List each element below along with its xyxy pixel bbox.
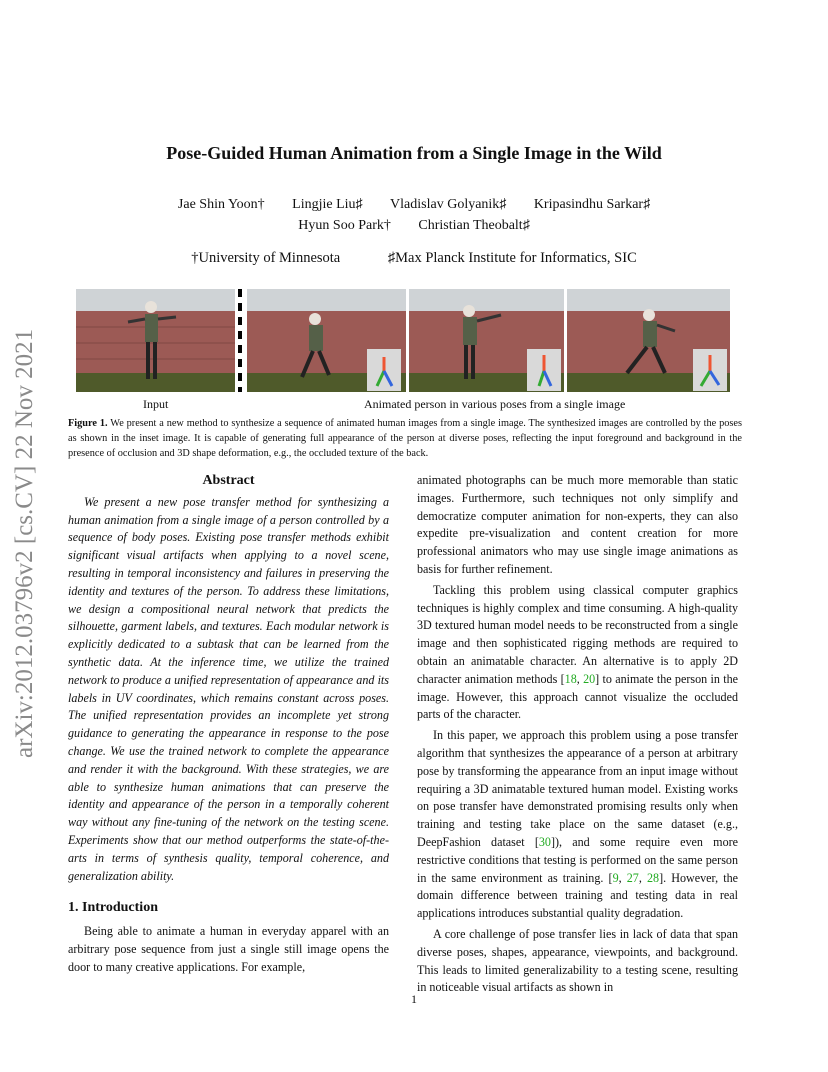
- author: Vladislav Golyanik♯: [390, 197, 507, 212]
- arxiv-stamp: [2, 270, 42, 760]
- arxiv-id: arXiv:2012.03796v2 [cs.CV] 22 Nov 2021: [11, 328, 38, 758]
- caption-text: We present a new method to synthesize a sequence of animated human images from a single image. The synthesized images are controlled by the poses as shown in the inset image. It is capable of generating full appearance of the person at diverse poses, reflecting the input foreground and background in the presence of occlusion and 3D shape deformation, e.g., the occluded texture of the back.: [68, 418, 743, 460]
- paragraph: animated photographs can be much more memorable than static images. Furthermore, such techniques not only simplify and democratize computer animation for non-experts, they can also expedite pre-visualization and content creation for more professional animators who may use single image animations as basis for further refinement.: [417, 473, 738, 576]
- abstract-heading: Abstract: [202, 473, 255, 488]
- author: Jae Shin Yoon†: [177, 197, 265, 212]
- figure-divider: [238, 289, 242, 392]
- citation-link[interactable]: 30: [538, 834, 551, 849]
- affiliations: [0, 250, 828, 267]
- affiliation: †University of Minnesota: [191, 250, 341, 266]
- figure-panel-animated-2: [409, 289, 564, 392]
- caption-label: Figure 1.: [68, 418, 108, 429]
- citation-link[interactable]: 18: [564, 671, 577, 686]
- figure-panel-input: [76, 289, 235, 392]
- citation-link[interactable]: 28: [646, 870, 660, 885]
- paragraph: In this paper, we approach this problem using a pose transfer algorithm that synthesizes the appearance of a person at arbitrary pose by transforming the appearance from an input image without requiring a 3D animatable textured human model. Existing works on pose transfer have demonstrated promising results only when training and testing take place on the same dataset (e.g., DeepFashion dataset [30]), and some require even more restrictive conditions that testing is performed on the same person in the same environment as training. [9, 27, 28]. However, the domain difference between training and testing data in real applications introduces substantial quality degradation.: [417, 728, 739, 921]
- paragraph: A core challenge of pose transfer lies in lack of data that span diverse poses, shapes, appearance, viewpoints, and background. This leads to limited generalizability to a testing scene, resulting in noticeable visual artifacts as shown in: [417, 926, 738, 995]
- intro-paragraph: Being able to animate a human in everyday apparel with an arbitrary pose sequence from just a single still image opens the door to many creative applications. For example,: [68, 924, 389, 974]
- figure-panel-animated-3: [567, 289, 730, 392]
- abstract-text: We present a new pose transfer method for synthesizing a human animation from a single image of a person controlled by a sequence of body poses. Existing pose transfer methods exhibit significant visual artifacts when applying to a novel scene, resulting in temporal inconsistency and failures in preserving the identity and textures of the person. To address these limitations, we design a compositional neural network that predicts the silhouette, garment labels, and textures. Each modular network is explicitly dedicated to a subtask that can be learned from the synthetic data. At the inference time, we utilize the trained network to produce a unified representation of appearance and its labels in UV coordinates, which remains constant across poses. The unified representation provides an incomplete yet strong guidance to generating the appearance in response to the pose change. We use the trained network to complete the appearance and render it with the background. With these strategies, we are able to synthesize human animations that can preserve the identity and appearance of the person in a temporally coherent way without any fine-tuning of the network on the testing scene. Experiments show that our method outperforms the state-of-the-arts in terms of synthesis quality, temporal coherence, and generalization ability.: [68, 494, 389, 883]
- paper-title: Pose-Guided Human Animation from a Single Image in the Wild: [166, 143, 662, 163]
- figure-caption: [68, 416, 742, 462]
- right-column: [417, 472, 738, 1000]
- figure-panel-animated-1: [247, 289, 406, 392]
- author: Hyun Soo Park†: [298, 218, 391, 233]
- authors-line-1: [0, 197, 828, 213]
- author: Lingjie Liu♯: [292, 197, 363, 212]
- citation-link[interactable]: 9: [612, 870, 619, 885]
- affiliation: ♯Max Planck Institute for Informatics, SIC: [387, 250, 637, 266]
- figure-label-input: Input: [143, 397, 169, 411]
- citation-link[interactable]: 27: [626, 870, 639, 885]
- author: Kripasindhu Sarkar♯: [533, 197, 651, 212]
- page-number: 1: [411, 992, 417, 1006]
- citation-link[interactable]: 20: [583, 671, 596, 686]
- authors-line-2: [0, 218, 828, 234]
- left-column: [68, 472, 389, 980]
- figure-label-animated: Animated person in various poses from a single image: [364, 397, 626, 411]
- paragraph: Tackling this problem using classical computer graphics techniques is highly complex and time consuming. A high-quality 3D textured human model needs to be reconstructed from a single image and then sophisticated rigging methods are required to obtain an animatable character. An alternative is to apply 2D character animation methods [18, 20] to animate the person in the image. However, this approach cannot visualize the occluded parts of the character.: [417, 582, 738, 722]
- intro-heading: 1. Introduction: [68, 900, 158, 916]
- author: Christian Theobalt♯: [418, 218, 530, 233]
